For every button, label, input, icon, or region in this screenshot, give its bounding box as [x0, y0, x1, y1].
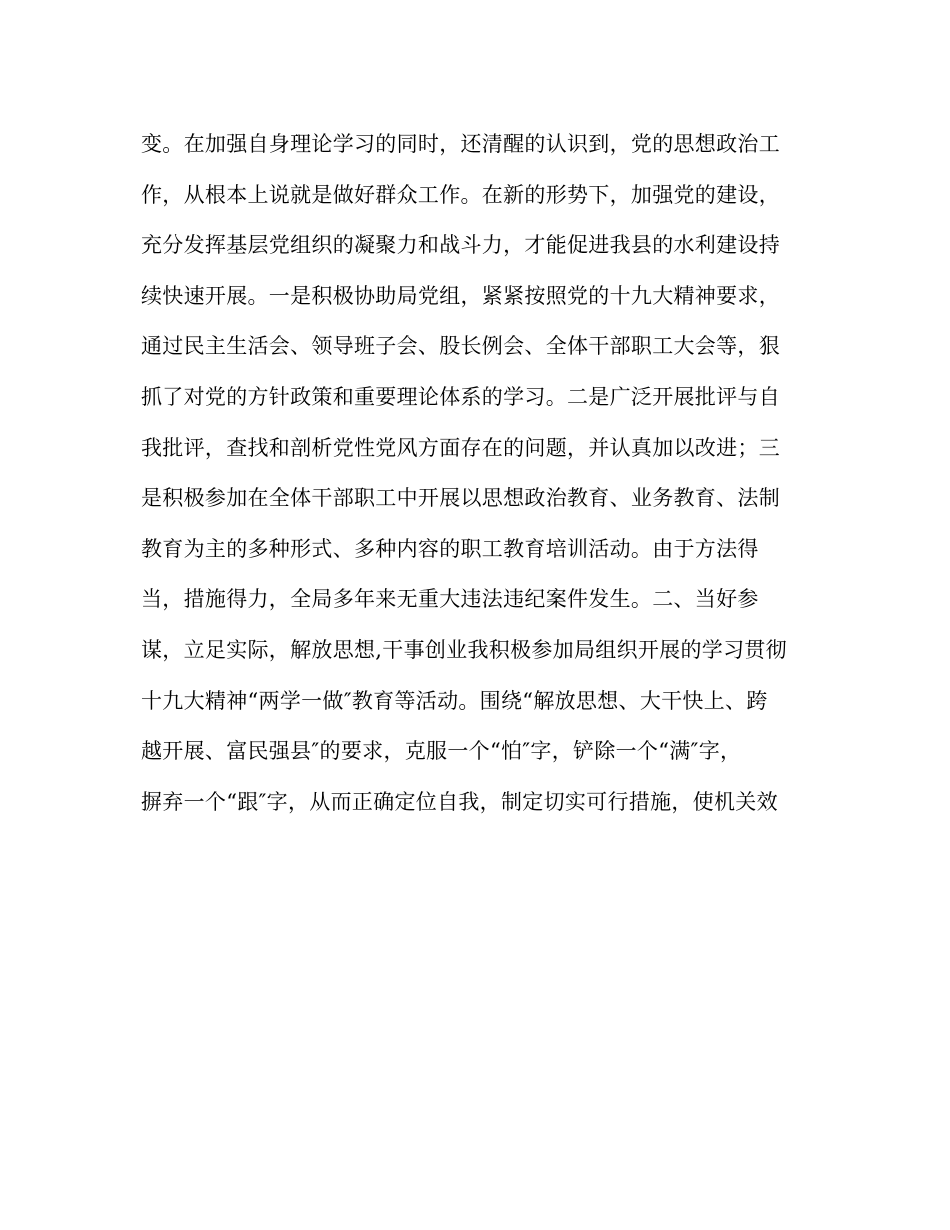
text-line: 十九大精神“两学一做″教育等活动。围绕“解放思想、大干快上、跨: [141, 688, 768, 713]
text-line: 抓了对党的方针政策和重要理论体系的学习。二是广泛开展批评与自: [141, 384, 780, 409]
text-line: 变。在加强自身理论学习的同时，还清醒的认识到，党的思想政治工: [141, 132, 780, 156]
text-line: 通过民主生活会、领导班子会、股长例会、全体干部职工大会等，狠: [141, 334, 780, 359]
text-line: 谋，立足实际，解放思想,干事创业我积极参加局组织开展的学习贯彻: [141, 637, 787, 662]
text-line: 摒弃一个“跟″字，从而正确定位自我，制定切实可行措施，使机关效: [141, 789, 778, 814]
text-line: 教育为主的多种形式、多种内容的职工教育培训活动。由于方法得: [141, 536, 759, 561]
text-line: 续快速开展。一是积极协助局党组，紧紧按照党的十九大精神要求，: [141, 283, 780, 308]
text-line: 是积极参加在全体干部职工中开展以思想政治教育、业务教育、法制: [141, 486, 780, 511]
text-line: 作，从根本上说就是做好群众工作。在新的形势下，加强党的建设，: [141, 182, 780, 207]
text-line: 当，措施得力，全局多年来无重大违法违纪案件发生。二、当好参: [141, 587, 759, 612]
text-line: 充分发挥基层党组织的凝聚力和战斗力，才能促进我县的水利建设持: [141, 233, 780, 258]
text-line: 我批评，查找和剖析党性党风方面存在的问题，并认真加以改进；三: [141, 435, 780, 460]
document-body: [141, 119, 821, 827]
text-line: 越开展、富民强县″的要求，克服一个“怕″字，铲除一个“满″字，: [141, 739, 742, 764]
